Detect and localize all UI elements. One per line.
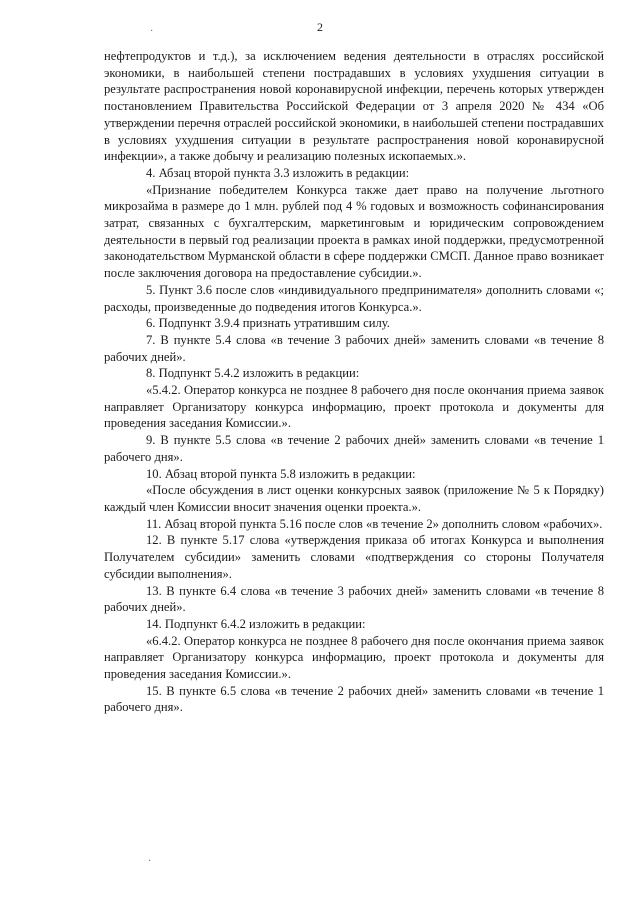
paragraph: 7. В пункте 5.4 слова «в течение 3 рабочих дней» заменить словами «в течение 8 рабочих дней». [104, 332, 604, 364]
paragraph: 13. В пункте 6.4 слова «в течение 3 рабочих дней» заменить словами «в течение 8 рабочих дней». [104, 583, 604, 615]
paragraph: 14. Подпункт 6.4.2 изложить в редакции: [146, 616, 366, 631]
paragraph: 15. В пункте 6.5 слова «в течение 2 рабочих дней» заменить словами «в течение 1 рабочего дня». [104, 683, 604, 715]
paragraph: 5. Пункт 3.6 после слов «индивидуального предпринимателя» дополнить словами «; расходы, произведенные до подведения итогов Конкурса.». [104, 282, 604, 314]
paragraph: 6. Подпункт 3.9.4 признать утратившим силу. [146, 316, 390, 331]
paragraph: 12. В пункте 5.17 слова «утверждения приказа об итогах Конкурса и выполнения Получателем субсидии» заменить словами «подтверждения со стороны Получателя субсидии выполнения». [104, 533, 604, 581]
scan-speck: · [148, 856, 152, 867]
paragraph: 11. Абзац второй пункта 5.16 после слов «в течение 2» дополнить словом «рабочих». [146, 516, 603, 531]
paragraph: «После обсуждения в лист оценки конкурсных заявок (приложение № 5 к Порядку) каждый член Комиссии вносит значения оценки проекта.». [104, 483, 604, 514]
paragraph: 10. Абзац второй пункта 5.8 изложить в редакции: [146, 466, 416, 481]
document-body [104, 48, 604, 716]
paragraph: нефтепродуктов и т.д.), за исключением ведения деятельности в отраслях российской экономики, в наибольшей степени пострадавших в условиях ухудшения ситуации в результате распространения новой коронавирусной инфекции, перечень которых утвержден постановлением Правительства Российской Федерации от 3 апреля 2020 № 434 «Об утверждении перечня отраслей российской экономики, в наибольшей степени пострадавших в условиях ухудшения ситуации в результате распространения новой коронавирусной инфекции», а также добычу и реализацию полезных ископаемых.». [104, 49, 604, 164]
scan-speck: · [150, 26, 154, 37]
paragraph: «5.4.2. Оператор конкурса не позднее 8 рабочего дня после окончания приема заявок направляет Организатору конкурса информацию, проект протокола и документы для проведения заседания Комиссии.». [104, 383, 604, 431]
paragraph: «Признание победителем Конкурса также дает право на получение льготного микрозайма в размере до 1 млн. рублей под 4 % годовых и возможность софинансирования затрат, связанных с бухгалтерским, маркетинговым и юридическим сопровождением деятельности в первый год реализации проекта в рамках иной поддержки, предусмотренной законодательством Мурманской области в сфере поддержки СМСП. Данное право возникает после заключения договора на предоставление субсидии.». [104, 182, 604, 281]
page-number: 2 [317, 20, 323, 34]
paragraph: 8. Подпункт 5.4.2 изложить в редакции: [146, 366, 360, 381]
paragraph: «6.4.2. Оператор конкурса не позднее 8 рабочего дня после окончания приема заявок направляет Организатору конкурса информацию, проект протокола и документы для проведения заседания Комиссии.». [104, 633, 604, 682]
paragraph: 9. В пункте 5.5 слова «в течение 2 рабочих дней» заменить словами «в течение 1 рабочего дня». [104, 433, 604, 464]
paragraph: 4. Абзац второй пункта 3.3 изложить в редакции: [146, 165, 410, 180]
